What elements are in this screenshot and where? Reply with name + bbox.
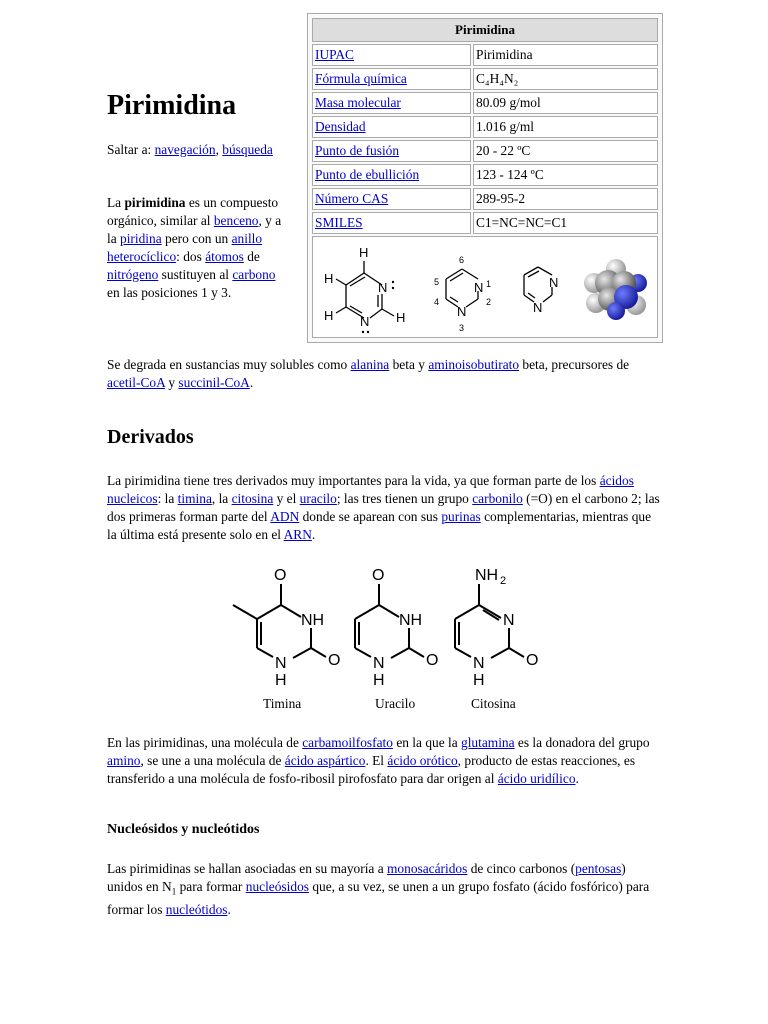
atom-label: O	[274, 567, 287, 584]
infobox-row	[312, 212, 658, 234]
position-number: 3	[459, 323, 465, 333]
infobox-images	[312, 236, 658, 338]
infobox-row	[312, 68, 658, 90]
link-adn[interactable]: ADN	[270, 509, 300, 524]
atom-label: H	[396, 310, 406, 325]
search-link[interactable]: búsqueda	[222, 142, 273, 157]
link-carbono[interactable]: carbono	[232, 267, 276, 282]
infobox-header: Pirimidina	[312, 18, 658, 42]
link-uracilo[interactable]: uracilo	[299, 491, 337, 506]
atom-label: N	[474, 280, 484, 295]
atom-label: H	[473, 672, 485, 689]
atom-label: H	[359, 245, 369, 260]
atom-label: H	[275, 672, 287, 689]
atom-label: N	[275, 655, 287, 672]
atom-label: N	[457, 304, 467, 319]
infobox-row	[312, 92, 658, 114]
link-piridina[interactable]: piridina	[120, 231, 162, 246]
atom-label: H	[324, 308, 334, 323]
link-arn[interactable]: ARN	[283, 527, 312, 542]
nucleobases-figure	[225, 562, 555, 692]
position-number: 5	[434, 277, 440, 287]
position-number: 4	[434, 297, 440, 307]
atom-label: NH	[301, 612, 325, 629]
section-heading-derivados: Derivados	[107, 426, 194, 448]
link-acido-uridilico[interactable]: ácido uridílico	[497, 771, 576, 786]
infobox-key-link[interactable]: Densidad	[315, 119, 366, 134]
infobox-key-link[interactable]: Fórmula química	[315, 71, 407, 86]
atom-label: H	[324, 271, 334, 286]
link-pentosas[interactable]: pentosas	[575, 861, 622, 876]
infobox-key-link[interactable]: IUPAC	[315, 47, 354, 62]
link-carbamoilfosfato[interactable]: carbamoilfosfato	[302, 735, 393, 750]
atom-label: NH	[399, 612, 423, 629]
link-acido-aspartico[interactable]: ácido aspártico	[284, 753, 366, 768]
infobox-value: 20 - 22 ºC	[473, 140, 658, 162]
infobox-key-link[interactable]: SMILES	[315, 215, 363, 230]
link-succinil-coa[interactable]: succinil-CoA	[178, 375, 250, 390]
pyrimidine-structure-image	[318, 239, 418, 335]
atom-label: O	[328, 652, 341, 669]
infobox-row	[312, 116, 658, 138]
position-number: 1	[486, 279, 492, 289]
link-atomos[interactable]: átomos	[205, 249, 244, 264]
caption-uracilo: Uracilo	[375, 696, 416, 711]
atom-label: N	[378, 280, 388, 295]
infobox-row	[312, 188, 658, 210]
pyrimidine-3d-model-image	[580, 239, 652, 335]
infobox-key-link[interactable]: Número CAS	[315, 191, 389, 206]
jump-links: Saltar a: navegación, búsqueda	[107, 142, 273, 157]
atom-label: N	[533, 300, 543, 315]
infobox-value: C1=NC=NC=C1	[473, 212, 658, 234]
link-nucleotidos[interactable]: nucleótidos	[165, 901, 228, 917]
atom-label: O	[526, 652, 539, 669]
pyrimidine-numbered-image	[428, 239, 500, 335]
atom-label: N	[473, 655, 485, 672]
link-acetil-coa[interactable]: acetil-CoA	[107, 375, 166, 390]
atom-label: O	[372, 567, 385, 584]
infobox-row	[312, 164, 658, 186]
link-monosacaridos[interactable]: monosacáridos	[387, 861, 468, 876]
atom-subscript: 2	[500, 575, 507, 587]
page-title: Pirimidina	[107, 90, 237, 121]
link-benceno[interactable]: benceno	[213, 213, 259, 228]
infobox-row	[312, 140, 658, 162]
infobox-value: 289-95-2	[473, 188, 658, 210]
nucleosidos-paragraph: Las pirimidinas se hallan asociadas en su mayoría a monosacáridos de cinco carbonos (pentosas) unidos en $N_1$ para formar nucleósidos que, a su vez, se unen a un grupo fosfato (ácido fosfórico) para formar los nucleótidos.	[107, 861, 650, 917]
sintesis-paragraph: En las pirimidinas, una molécula de carbamoilfosfato en la que la glutamina es la donadora del grupo amino, se une a una molécula de ácido aspártico. El ácido orótico, producto de estas reacciones, es transferido a una molécula de fosfo-ribosil pirofosfato para dar origen al ácido uridílico.	[107, 735, 650, 786]
infobox-value: 123 - 124 ºC	[473, 164, 658, 186]
atom-label: NH	[475, 567, 499, 584]
nav-link[interactable]: navegación	[154, 142, 216, 157]
infobox-key-link[interactable]: Punto de ebullición	[315, 167, 420, 182]
link-timina[interactable]: timina	[177, 491, 212, 506]
atom-label: O	[426, 652, 439, 669]
intro-paragraph: La pirimidina es un compuesto orgánico, similar al benceno, y a la piridina pero con un anillo heterocíclico: dos átomos de nitrógeno sustituyen al carbono en las posiciones 1 y 3.	[107, 195, 282, 300]
link-aminoisobutirato[interactable]: aminoisobutirato	[428, 357, 520, 372]
infobox-value: C₄H₄N₂	[473, 68, 658, 90]
atom-label: H	[373, 672, 385, 689]
caption-timina: Timina	[263, 696, 302, 711]
link-amino[interactable]: amino	[107, 753, 141, 768]
infobox-value: 1.016 g/ml	[473, 116, 658, 138]
position-number: 2	[486, 297, 492, 307]
link-glutamina[interactable]: glutamina	[461, 735, 515, 750]
link-nucleosidos[interactable]: nucleósidos	[245, 879, 309, 894]
bold-term: pirimidina	[124, 195, 186, 210]
infobox-row	[312, 44, 658, 66]
atom-label: N	[360, 314, 370, 329]
position-number: 6	[459, 255, 465, 265]
link-acidos-nucleicos[interactable]: ácidos nucleicos	[107, 473, 634, 506]
infobox-key-link[interactable]: Punto de fusión	[315, 143, 400, 158]
pyrimidine-ring-image	[510, 239, 570, 335]
link-acido-orotico[interactable]: ácido orótico	[387, 753, 458, 768]
link-anillo[interactable]: anillo heterocíclico	[107, 231, 263, 264]
infobox-value: Pirimidina	[473, 44, 658, 66]
derivados-paragraph: La pirimidina tiene tres derivados muy importantes para la vida, ya que forman parte de los ácidos nucleicos: la timina, la citosina y el uracilo; las tres tienen un grupo carbonilo (=O) en el carbono 2; las dos primeras forman parte del ADN donde se aparean con sus purinas complementarias, mientras que la última está presente solo en el ARN.	[107, 473, 660, 542]
infobox-value: 80.09 g/mol	[473, 92, 658, 114]
infobox	[307, 13, 663, 343]
link-carbonilo[interactable]: carbonilo	[472, 491, 523, 506]
atom-label: N	[549, 275, 559, 290]
link-purinas[interactable]: purinas	[441, 509, 481, 524]
link-citosina[interactable]: citosina	[231, 491, 274, 506]
infobox-key-link[interactable]: Masa molecular	[315, 95, 401, 110]
section-heading-nucleosidos: Nucleósidos y nucleótidos	[107, 822, 260, 837]
caption-citosina: Citosina	[471, 696, 516, 711]
atom-label: N	[503, 612, 515, 629]
atom-label: N	[373, 655, 385, 672]
link-nitrogeno[interactable]: nitrógeno	[107, 267, 159, 282]
degrada-paragraph: Se degrada en sustancias muy solubles como alanina beta y aminoisobutirato beta, precursores de acetil-CoA y succinil-CoA.	[107, 357, 630, 390]
link-alanina[interactable]: alanina	[350, 357, 390, 372]
